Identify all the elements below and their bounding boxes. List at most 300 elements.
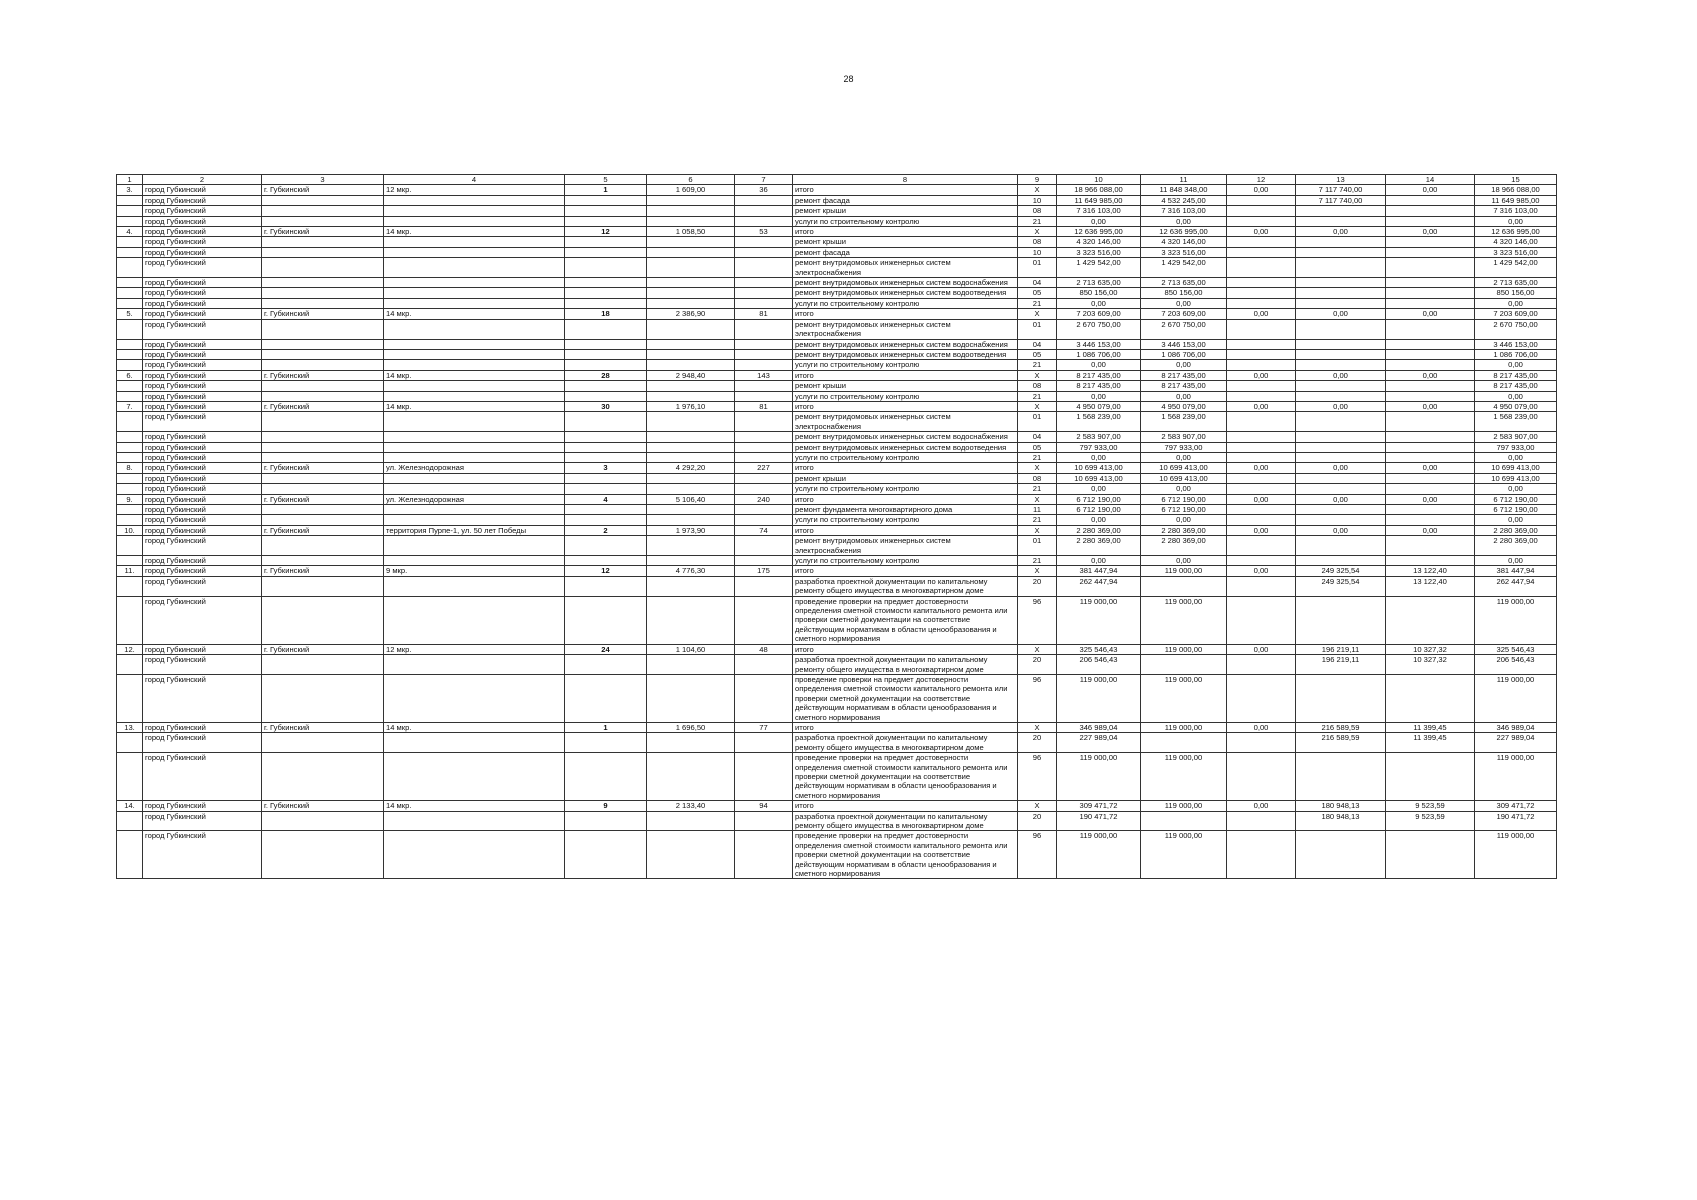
table-row-total — [117, 644, 1557, 654]
regional-cost — [1296, 753, 1386, 801]
house-number — [565, 216, 647, 226]
work-code: 21 — [1018, 216, 1057, 226]
regional-cost — [1296, 278, 1386, 288]
work-code: 04 — [1018, 432, 1057, 442]
row-number: 3. — [117, 185, 143, 195]
row-number — [117, 288, 143, 298]
total-cost-final: 381 447,94 — [1475, 566, 1557, 576]
address: 12 мкр. — [384, 644, 565, 654]
total-cost-final: 7 316 103,00 — [1475, 206, 1557, 216]
municipality: город Губкинский — [143, 216, 262, 226]
total-area — [647, 381, 735, 391]
total-cost: 2 280 369,00 — [1057, 536, 1141, 556]
total-area: 1 058,50 — [647, 227, 735, 237]
fund-cost: 10 699 413,00 — [1141, 473, 1227, 483]
address — [384, 216, 565, 226]
total-cost-final: 227 989,04 — [1475, 733, 1557, 753]
total-cost: 0,00 — [1057, 484, 1141, 494]
locality: г. Губкинский — [262, 644, 384, 654]
address — [384, 596, 565, 644]
total-area — [647, 216, 735, 226]
address — [384, 349, 565, 359]
table-row-total — [117, 227, 1557, 237]
work-type: итого — [793, 401, 1018, 411]
work-type: итого — [793, 801, 1018, 811]
row-number — [117, 349, 143, 359]
budget-cost: 0,00 — [1227, 227, 1296, 237]
table-row — [117, 733, 1557, 753]
regional-cost — [1296, 237, 1386, 247]
work-code: X — [1018, 185, 1057, 195]
house-number — [565, 391, 647, 401]
locality — [262, 505, 384, 515]
residents — [735, 216, 793, 226]
regional-cost — [1296, 288, 1386, 298]
locality — [262, 811, 384, 831]
total-area — [647, 674, 735, 722]
total-area: 2 386,90 — [647, 309, 735, 319]
locality — [262, 360, 384, 370]
work-type: ремонт крыши — [793, 381, 1018, 391]
local-cost — [1386, 452, 1475, 462]
table-row-total — [117, 801, 1557, 811]
work-code: 96 — [1018, 753, 1057, 801]
total-cost: 0,00 — [1057, 360, 1141, 370]
table-row — [117, 831, 1557, 879]
fund-cost: 6 712 190,00 — [1141, 494, 1227, 504]
regional-cost — [1296, 536, 1386, 556]
budget-cost — [1227, 515, 1296, 525]
house-number — [565, 655, 647, 675]
residents — [735, 278, 793, 288]
house-number — [565, 831, 647, 879]
fund-cost: 0,00 — [1141, 216, 1227, 226]
budget-cost: 0,00 — [1227, 801, 1296, 811]
house-number: 4 — [565, 494, 647, 504]
house-number — [565, 381, 647, 391]
locality: г. Губкинский — [262, 722, 384, 732]
address — [384, 484, 565, 494]
locality — [262, 655, 384, 675]
residents — [735, 381, 793, 391]
fund-cost: 2 583 907,00 — [1141, 432, 1227, 442]
regional-cost: 0,00 — [1296, 463, 1386, 473]
total-cost: 797 933,00 — [1057, 442, 1141, 452]
total-cost: 0,00 — [1057, 216, 1141, 226]
residents — [735, 753, 793, 801]
municipality: город Губкинский — [143, 566, 262, 576]
address — [384, 473, 565, 483]
table-row — [117, 811, 1557, 831]
address — [384, 442, 565, 452]
municipality: город Губкинский — [143, 753, 262, 801]
municipality: город Губкинский — [143, 247, 262, 257]
house-number — [565, 258, 647, 278]
local-cost: 0,00 — [1386, 370, 1475, 380]
column-number: 15 — [1475, 175, 1557, 185]
table-row — [117, 674, 1557, 722]
locality — [262, 391, 384, 401]
residents: 94 — [735, 801, 793, 811]
fund-cost: 2 713 635,00 — [1141, 278, 1227, 288]
table-row — [117, 515, 1557, 525]
fund-cost: 119 000,00 — [1141, 596, 1227, 644]
budget-cost — [1227, 319, 1296, 339]
table-row — [117, 360, 1557, 370]
total-cost: 11 649 985,00 — [1057, 195, 1141, 205]
work-type: итого — [793, 566, 1018, 576]
column-number: 14 — [1386, 175, 1475, 185]
budget-cost — [1227, 206, 1296, 216]
work-code: 21 — [1018, 391, 1057, 401]
total-cost-final: 119 000,00 — [1475, 831, 1557, 879]
locality: г. Губкинский — [262, 227, 384, 237]
locality — [262, 237, 384, 247]
total-cost-final: 0,00 — [1475, 360, 1557, 370]
regional-cost: 249 325,54 — [1296, 576, 1386, 596]
municipality: город Губкинский — [143, 401, 262, 411]
total-area — [647, 349, 735, 359]
work-code: 05 — [1018, 442, 1057, 452]
local-cost — [1386, 596, 1475, 644]
house-number — [565, 195, 647, 205]
local-cost — [1386, 288, 1475, 298]
residents: 175 — [735, 566, 793, 576]
local-cost: 10 327,32 — [1386, 655, 1475, 675]
budget-cost: 0,00 — [1227, 370, 1296, 380]
municipality: город Губкинский — [143, 278, 262, 288]
fund-cost: 0,00 — [1141, 298, 1227, 308]
municipality: город Губкинский — [143, 298, 262, 308]
house-number — [565, 674, 647, 722]
work-type: ремонт внутридомовых инженерных систем водоснабжения — [793, 432, 1018, 442]
regional-cost — [1296, 831, 1386, 879]
house-number: 30 — [565, 401, 647, 411]
local-cost: 0,00 — [1386, 525, 1475, 535]
work-code: X — [1018, 463, 1057, 473]
total-cost-final: 1 086 706,00 — [1475, 349, 1557, 359]
table-row — [117, 278, 1557, 288]
table-row — [117, 349, 1557, 359]
budget-cost — [1227, 278, 1296, 288]
local-cost — [1386, 556, 1475, 566]
row-number — [117, 412, 143, 432]
work-type: проведение проверки на предмет достоверности определения сметной стоимости капитального ремонта или проверки сметной документации на соответствие действующим нормативам в области ценообразования и сметного нормирования — [793, 596, 1018, 644]
address — [384, 674, 565, 722]
total-cost-final: 190 471,72 — [1475, 811, 1557, 831]
work-code: X — [1018, 494, 1057, 504]
work-type: итого — [793, 644, 1018, 654]
fund-cost: 2 280 369,00 — [1141, 525, 1227, 535]
row-number — [117, 505, 143, 515]
local-cost: 0,00 — [1386, 494, 1475, 504]
house-number — [565, 288, 647, 298]
budget-cost: 0,00 — [1227, 722, 1296, 732]
total-cost: 346 989,04 — [1057, 722, 1141, 732]
budget-cost — [1227, 484, 1296, 494]
house-number — [565, 515, 647, 525]
address: ул. Железнодорожная — [384, 463, 565, 473]
total-area — [647, 536, 735, 556]
municipality: город Губкинский — [143, 185, 262, 195]
total-cost: 190 471,72 — [1057, 811, 1141, 831]
locality — [262, 298, 384, 308]
table-row — [117, 288, 1557, 298]
fund-cost — [1141, 733, 1227, 753]
row-number: 10. — [117, 525, 143, 535]
work-code: 04 — [1018, 278, 1057, 288]
municipality: город Губкинский — [143, 237, 262, 247]
house-number — [565, 484, 647, 494]
address — [384, 452, 565, 462]
work-code: 08 — [1018, 237, 1057, 247]
table-row — [117, 195, 1557, 205]
local-cost — [1386, 391, 1475, 401]
locality — [262, 484, 384, 494]
local-cost — [1386, 298, 1475, 308]
regional-cost — [1296, 258, 1386, 278]
municipality: город Губкинский — [143, 309, 262, 319]
municipality: город Губкинский — [143, 339, 262, 349]
municipality: город Губкинский — [143, 258, 262, 278]
address: 14 мкр. — [384, 370, 565, 380]
municipality: город Губкинский — [143, 674, 262, 722]
total-cost: 119 000,00 — [1057, 674, 1141, 722]
row-number — [117, 258, 143, 278]
total-cost: 1 568 239,00 — [1057, 412, 1141, 432]
work-type: услуги по строительному контролю — [793, 391, 1018, 401]
house-number — [565, 206, 647, 216]
regional-cost: 0,00 — [1296, 525, 1386, 535]
regional-cost: 0,00 — [1296, 227, 1386, 237]
budget-cost: 0,00 — [1227, 494, 1296, 504]
local-cost — [1386, 381, 1475, 391]
residents: 74 — [735, 525, 793, 535]
regional-cost: 0,00 — [1296, 370, 1386, 380]
table-row — [117, 216, 1557, 226]
fund-cost: 0,00 — [1141, 391, 1227, 401]
municipality: город Губкинский — [143, 227, 262, 237]
column-number: 3 — [262, 175, 384, 185]
total-area — [647, 515, 735, 525]
house-number — [565, 247, 647, 257]
row-number — [117, 576, 143, 596]
residents: 240 — [735, 494, 793, 504]
total-area — [647, 473, 735, 483]
total-cost: 12 636 995,00 — [1057, 227, 1141, 237]
row-number: 8. — [117, 463, 143, 473]
work-code: 96 — [1018, 674, 1057, 722]
total-cost-final: 309 471,72 — [1475, 801, 1557, 811]
table-row — [117, 391, 1557, 401]
fund-cost: 6 712 190,00 — [1141, 505, 1227, 515]
table-row-total — [117, 722, 1557, 732]
residents — [735, 298, 793, 308]
total-area — [647, 206, 735, 216]
budget-cost: 0,00 — [1227, 401, 1296, 411]
regional-cost: 216 589,59 — [1296, 722, 1386, 732]
total-area: 2 948,40 — [647, 370, 735, 380]
total-cost: 6 712 190,00 — [1057, 494, 1141, 504]
total-cost-final: 206 546,43 — [1475, 655, 1557, 675]
budget-cost — [1227, 536, 1296, 556]
municipality: город Губкинский — [143, 556, 262, 566]
address — [384, 237, 565, 247]
total-area — [647, 484, 735, 494]
work-code: X — [1018, 401, 1057, 411]
total-cost: 309 471,72 — [1057, 801, 1141, 811]
locality — [262, 536, 384, 556]
address — [384, 195, 565, 205]
total-cost-final: 3 323 516,00 — [1475, 247, 1557, 257]
municipality: город Губкинский — [143, 370, 262, 380]
house-number — [565, 596, 647, 644]
regional-cost — [1296, 298, 1386, 308]
budget-cost — [1227, 655, 1296, 675]
total-cost-final: 7 203 609,00 — [1475, 309, 1557, 319]
residents — [735, 484, 793, 494]
work-type: ремонт крыши — [793, 237, 1018, 247]
work-type: итого — [793, 722, 1018, 732]
residents: 227 — [735, 463, 793, 473]
work-type: ремонт внутридомовых инженерных систем электроснабжения — [793, 536, 1018, 556]
work-type: проведение проверки на предмет достоверности определения сметной стоимости капитального ремонта или проверки сметной документации на соответствие действующим нормативам в области ценообразования и сметного нормирования — [793, 831, 1018, 879]
work-type: ремонт внутридомовых инженерных систем электроснабжения — [793, 412, 1018, 432]
total-cost: 3 446 153,00 — [1057, 339, 1141, 349]
regional-cost: 180 948,13 — [1296, 811, 1386, 831]
locality — [262, 247, 384, 257]
work-type: ремонт фундамента многоквартирного дома — [793, 505, 1018, 515]
row-number: 13. — [117, 722, 143, 732]
row-number — [117, 216, 143, 226]
fund-cost: 4 320 146,00 — [1141, 237, 1227, 247]
fund-cost: 0,00 — [1141, 484, 1227, 494]
regional-cost — [1296, 515, 1386, 525]
work-code: X — [1018, 525, 1057, 535]
residents: 77 — [735, 722, 793, 732]
address: ул. Железнодорожная — [384, 494, 565, 504]
locality — [262, 596, 384, 644]
budget-cost — [1227, 473, 1296, 483]
total-area — [647, 298, 735, 308]
address — [384, 278, 565, 288]
address — [384, 247, 565, 257]
municipality: город Губкинский — [143, 288, 262, 298]
municipality: город Губкинский — [143, 473, 262, 483]
municipality: город Губкинский — [143, 831, 262, 879]
regional-cost — [1296, 349, 1386, 359]
residents — [735, 452, 793, 462]
regional-cost — [1296, 452, 1386, 462]
local-cost: 0,00 — [1386, 227, 1475, 237]
work-code: 21 — [1018, 452, 1057, 462]
locality — [262, 753, 384, 801]
regional-cost — [1296, 412, 1386, 432]
row-number — [117, 484, 143, 494]
municipality: город Губкинский — [143, 811, 262, 831]
address — [384, 412, 565, 432]
total-cost-final: 119 000,00 — [1475, 674, 1557, 722]
total-cost: 262 447,94 — [1057, 576, 1141, 596]
total-cost-final: 0,00 — [1475, 556, 1557, 566]
total-cost-final: 10 699 413,00 — [1475, 473, 1557, 483]
budget-cost — [1227, 288, 1296, 298]
work-type: ремонт внутридомовых инженерных систем водоотведения — [793, 288, 1018, 298]
locality — [262, 442, 384, 452]
locality — [262, 206, 384, 216]
column-number: 12 — [1227, 175, 1296, 185]
total-cost: 0,00 — [1057, 452, 1141, 462]
total-cost-final: 346 989,04 — [1475, 722, 1557, 732]
total-area: 1 973,90 — [647, 525, 735, 535]
work-type: услуги по строительному контролю — [793, 298, 1018, 308]
residents — [735, 237, 793, 247]
total-area — [647, 556, 735, 566]
total-area — [647, 391, 735, 401]
regional-cost — [1296, 442, 1386, 452]
total-cost-final: 2 713 635,00 — [1475, 278, 1557, 288]
house-number — [565, 298, 647, 308]
budget-cost — [1227, 556, 1296, 566]
work-code: X — [1018, 370, 1057, 380]
residents — [735, 391, 793, 401]
work-type: услуги по строительному контролю — [793, 216, 1018, 226]
house-number — [565, 473, 647, 483]
table-row — [117, 556, 1557, 566]
total-cost: 0,00 — [1057, 515, 1141, 525]
budget-cost — [1227, 216, 1296, 226]
house-number: 1 — [565, 185, 647, 195]
municipality: город Губкинский — [143, 722, 262, 732]
budget-cost — [1227, 442, 1296, 452]
address: 12 мкр. — [384, 185, 565, 195]
local-cost — [1386, 484, 1475, 494]
address — [384, 733, 565, 753]
total-cost-final: 2 670 750,00 — [1475, 319, 1557, 339]
fund-cost: 797 933,00 — [1141, 442, 1227, 452]
local-cost — [1386, 349, 1475, 359]
house-number — [565, 319, 647, 339]
total-cost-final: 2 583 907,00 — [1475, 432, 1557, 442]
address: 9 мкр. — [384, 566, 565, 576]
total-area — [647, 733, 735, 753]
table-row — [117, 473, 1557, 483]
house-number — [565, 733, 647, 753]
regional-cost — [1296, 484, 1386, 494]
local-cost — [1386, 831, 1475, 879]
total-cost-final: 10 699 413,00 — [1475, 463, 1557, 473]
total-cost-final: 2 280 369,00 — [1475, 525, 1557, 535]
fund-cost: 8 217 435,00 — [1141, 381, 1227, 391]
municipality: город Губкинский — [143, 195, 262, 205]
locality — [262, 381, 384, 391]
local-cost: 10 327,32 — [1386, 644, 1475, 654]
total-cost-final: 797 933,00 — [1475, 442, 1557, 452]
municipality: город Губкинский — [143, 644, 262, 654]
work-code: 21 — [1018, 515, 1057, 525]
work-type: итого — [793, 227, 1018, 237]
local-cost — [1386, 258, 1475, 278]
total-area — [647, 278, 735, 288]
row-number — [117, 473, 143, 483]
locality — [262, 556, 384, 566]
row-number — [117, 733, 143, 753]
address — [384, 505, 565, 515]
total-cost: 4 950 079,00 — [1057, 401, 1141, 411]
local-cost: 9 523,59 — [1386, 811, 1475, 831]
regional-cost: 0,00 — [1296, 494, 1386, 504]
residents — [735, 473, 793, 483]
